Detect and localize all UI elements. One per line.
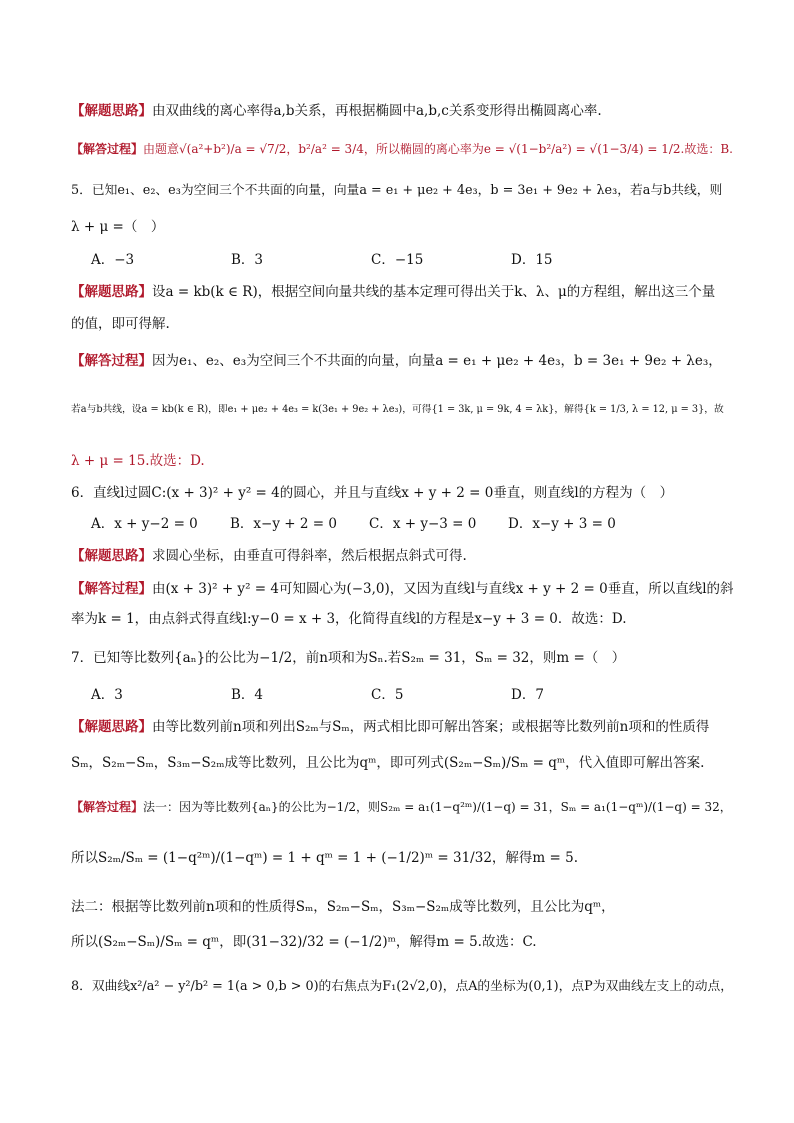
- q5-option-a: A．−3: [91, 252, 135, 268]
- q7-process-text1: 法一：因为等比数列{aₙ}的公比为−1/2，则S₂ₘ = a₁(1−q²ᵐ)/(1−q) = 31，Sₘ = a₁(1−qᵐ)/(1−q) = 32，: [143, 800, 732, 814]
- q6-option-c: C．x + y−3 = 0: [369, 516, 477, 532]
- q5-process-text1: 因为e₁、e₂、e₃为空间三个不共面的向量，向量a = e₁ + μe₂ + 4e₃，b = 3e₁ + 9e₂ + λe₃，: [152, 353, 722, 369]
- q4-idea: [71, 101, 734, 121]
- q5-process-text3: λ + μ = 15.故选：D.: [71, 453, 205, 469]
- q7-option-d: D．7: [511, 687, 544, 703]
- q7-process-text3: 法二：根据等比数列前n项和的性质得Sₘ，S₂ₘ−Sₘ，S₃ₘ−S₂ₘ成等比数列，且公比为qᵐ，: [71, 899, 615, 915]
- q6-stem: 6．直线l过圆C:(x + 3)² + y² = 4的圆心，并且与直线x + y + 2 = 0垂直，则直线l的方程为（ ）: [71, 485, 674, 501]
- q5-stem-line2: λ + μ =（ ）: [71, 219, 165, 235]
- q6-option-b: B．x−y + 2 = 0: [230, 516, 337, 532]
- idea-tag: 【解题思路】: [71, 548, 152, 564]
- q4-process-text: 由题意√(a²+b²)/a = √7/2，b²/a² = 3/4，所以椭圆的离心率为e = √(1−b²/a²) = √(1−3/4) = 1/2.故选：B.: [143, 142, 733, 156]
- q7-option-c: C．5: [371, 687, 404, 703]
- q4-process: [71, 139, 734, 159]
- q7-process-text2: 所以S₂ₘ/Sₘ = (1−q²ᵐ)/(1−qᵐ) = 1 + qᵐ = 1 + (−1/2)ᵐ = 31/32，解得m = 5.: [71, 850, 578, 866]
- q6-idea-text: 求圆心坐标，由垂直可得斜率，然后根据点斜式可得.: [152, 548, 467, 564]
- process-tag: 【解答过程】: [71, 581, 152, 597]
- process-tag: 【解答过程】: [71, 800, 144, 814]
- q6-option-a: A．x + y−2 = 0: [91, 516, 198, 532]
- q7-option-a: A．3: [91, 687, 123, 703]
- q6-process-text1: 由(x + 3)² + y² = 4可知圆心为(−3,0)，又因为直线l与直线x + y + 2 = 0垂直，所以直线l的斜: [152, 581, 734, 597]
- q7-idea: [71, 717, 734, 737]
- q7-process: [71, 797, 734, 817]
- q5-option-b: B．3: [231, 252, 264, 268]
- q5-options: [91, 250, 734, 270]
- q7-idea-text1: 由等比数列前n项和列出S₂ₘ与Sₘ，两式相比即可解出答案；或根据等比数列前n项和的性质得: [152, 719, 710, 735]
- q7-stem: 7．已知等比数列{aₙ}的公比为−1/2，前n项和为Sₙ.若S₂ₘ = 31，Sₘ = 32，则m =（ ）: [71, 650, 626, 666]
- q5-idea-text2: 的值，即可得解.: [71, 316, 170, 332]
- q7-options: [91, 685, 734, 705]
- q5-process-text2: 若a与b共线，设a = kb(k ∈ R)，即e₁ + μe₂ + 4e₃ = k(3e₁ + 9e₂ + λe₃)，可得{1 = 3k, μ = 9k, 4 = λk}，解得{k = 1/3, λ = 12, μ = 3}，故: [71, 404, 724, 415]
- idea-tag: 【解题思路】: [71, 103, 152, 119]
- q7-process-text4: 所以(S₂ₘ−Sₘ)/Sₘ = qᵐ，即(31−32)/32 = (−1/2)ᵐ，解得m = 5.故选：C.: [71, 934, 537, 950]
- q5-idea-text1: 设a = kb(k ∈ R)，根据空间向量共线的基本定理可得出关于k、λ、μ的方程组，解出这三个量: [152, 284, 716, 300]
- q6-process: [71, 579, 734, 599]
- q6-process-text2: 率为k = 1，由点斜式得直线l:y−0 = x + 3，化简得直线l的方程是x−y + 3 = 0．故选：D.: [71, 611, 627, 627]
- q5-option-d: D．15: [511, 252, 553, 268]
- q5-idea: [71, 282, 734, 302]
- q8-stem: 8．双曲线x²/a² − y²/b² = 1(a > 0,b > 0)的右焦点为F₁(2√2,0)，点A的坐标为(0,1)，点P为双曲线左支上的动点，: [71, 979, 733, 994]
- process-tag: 【解答过程】: [71, 142, 144, 156]
- q7-option-b: B．4: [231, 687, 264, 703]
- q6-idea: [71, 546, 734, 566]
- idea-tag: 【解题思路】: [71, 284, 152, 300]
- q6-option-d: D．x−y + 3 = 0: [508, 516, 616, 532]
- idea-tag: 【解题思路】: [71, 719, 152, 735]
- q4-idea-text: 由双曲线的离心率得a,b关系，再根据椭圆中a,b,c关系变形得出椭圆离心率.: [152, 103, 602, 119]
- q5-option-c: C．−15: [371, 252, 424, 268]
- q5-process: [71, 351, 734, 371]
- process-tag: 【解答过程】: [71, 353, 152, 369]
- q5-stem-line1: 5．已知e₁、e₂、e₃为空间三个不共面的向量，向量a = e₁ + μe₂ + 4e₃，b = 3e₁ + 9e₂ + λe₃，若a与b共线，则: [71, 183, 723, 198]
- q7-idea-text2: Sₘ，S₂ₘ−Sₘ，S₃ₘ−S₂ₘ成等比数列，且公比为qᵐ，即可列式(S₂ₘ−Sₘ)/Sₘ = qᵐ，代入值即可解出答案.: [71, 755, 705, 771]
- q6-options: [91, 514, 734, 534]
